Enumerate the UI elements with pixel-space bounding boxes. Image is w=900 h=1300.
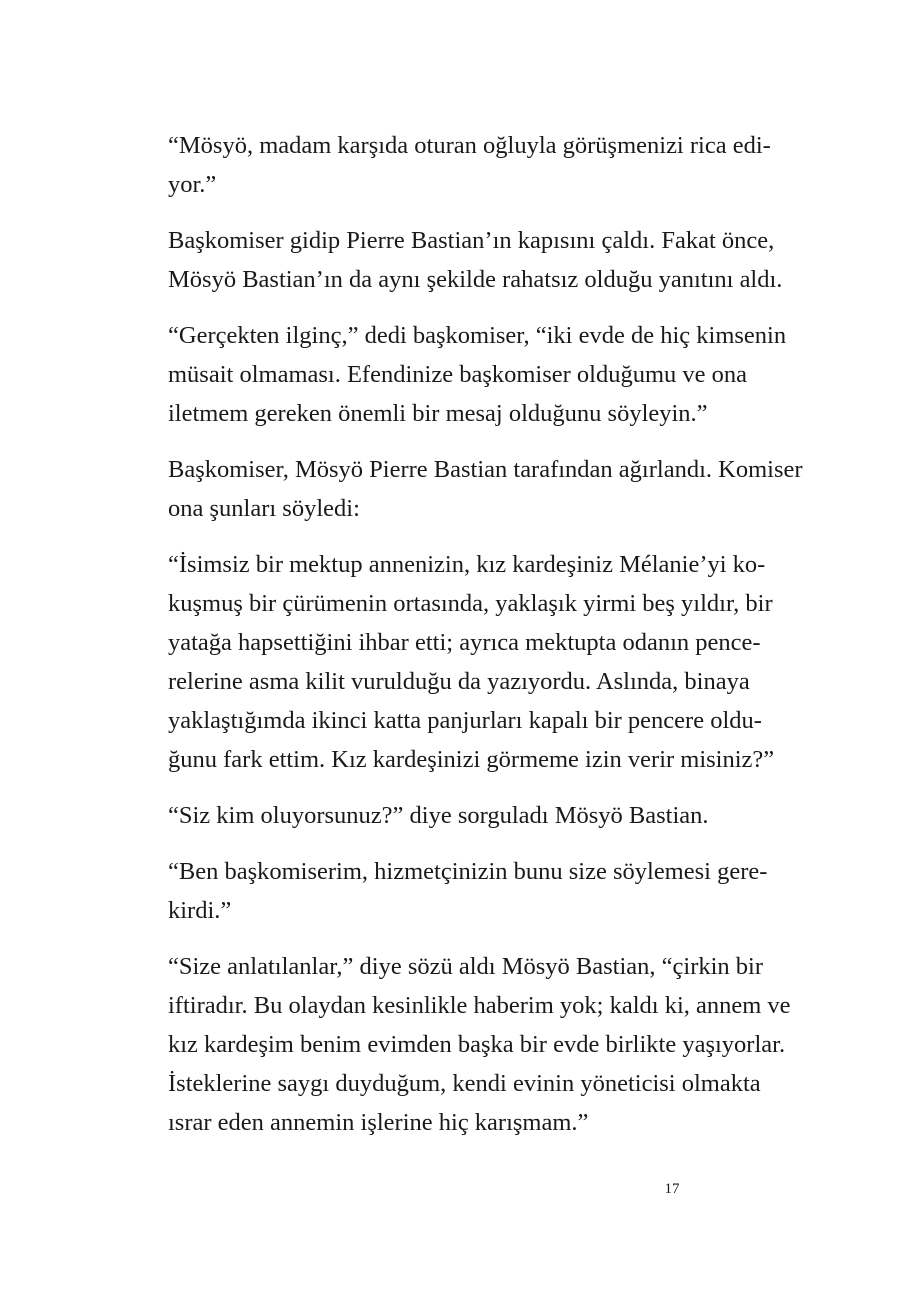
- paragraph-7: [168, 852, 768, 930]
- paragraph-5: [168, 545, 775, 779]
- paragraph-2: [168, 221, 783, 299]
- text-line: “Gerçekten ilginç,” dedi başkomiser, “iki evde de hiç kimsenin: [168, 322, 787, 349]
- text-line: “İsimsiz bir mektup annenizin, kız kardeşiniz Mélanie’yi ko-: [168, 551, 766, 578]
- text-line: yatağa hapsettiğini ihbar etti; ayrıca mektupta odanın pence-: [168, 629, 761, 656]
- text-line: “Mösyö, madam karşıda oturan oğluyla görüşmenizi rica edi-: [168, 132, 771, 159]
- text-line: iletmem gereken önemli bir mesaj olduğunu söyleyin.”: [168, 400, 708, 427]
- text-line: ona şunları söyledi:: [168, 495, 360, 522]
- page-number: 17: [664, 1181, 680, 1197]
- text-line: kız kardeşim benim evimden başka bir evde birlikte yaşıyorlar.: [168, 1031, 786, 1058]
- paragraph-1: [168, 126, 771, 204]
- text-line: Mösyö Bastian’ın da aynı şekilde rahatsız olduğu yanıtını aldı.: [168, 266, 783, 293]
- text-line: kirdi.”: [168, 897, 232, 924]
- body-text: [168, 126, 803, 1159]
- text-line: kuşmuş bir çürümenin ortasında, yaklaşık yirmi beş yıldır, bir: [168, 590, 773, 617]
- text-line: “Siz kim oluyorsunuz?” diye sorguladı Mösyö Bastian.: [168, 802, 709, 829]
- text-line: ğunu fark ettim. Kız kardeşinizi görmeme izin verir misiniz?”: [168, 746, 775, 773]
- text-line: relerine asma kilit vurulduğu da yazıyordu. Aslında, binaya: [168, 668, 750, 695]
- text-line: yaklaştığımda ikinci katta panjurları kapalı bir pencere oldu-: [168, 707, 762, 734]
- text-line: İsteklerine saygı duyduğum, kendi evinin yöneticisi olmakta: [168, 1070, 761, 1097]
- paragraph-4: [168, 450, 803, 528]
- text-line: “Ben başkomiserim, hizmetçinizin bunu size söylemesi gere-: [168, 858, 768, 885]
- text-line: müsait olmaması. Efendinize başkomiser olduğumu ve ona: [168, 361, 748, 388]
- paragraph-3: [168, 316, 787, 433]
- text-line: Başkomiser, Mösyö Pierre Bastian tarafından ağırlandı. Komiser: [168, 456, 803, 483]
- text-line: yor.”: [168, 171, 217, 198]
- text-line: ısrar eden annemin işlerine hiç karışmam.”: [168, 1109, 589, 1136]
- text-line: iftiradır. Bu olaydan kesinlikle haberim yok; kaldı ki, annem ve: [168, 992, 791, 1019]
- paragraph-6: [168, 796, 734, 835]
- text-line: Başkomiser gidip Pierre Bastian’ın kapısını çaldı. Fakat önce,: [168, 227, 775, 254]
- paragraph-8: [168, 947, 791, 1142]
- text-line: “Size anlatılanlar,” diye sözü aldı Mösyö Bastian, “çirkin bir: [168, 953, 764, 980]
